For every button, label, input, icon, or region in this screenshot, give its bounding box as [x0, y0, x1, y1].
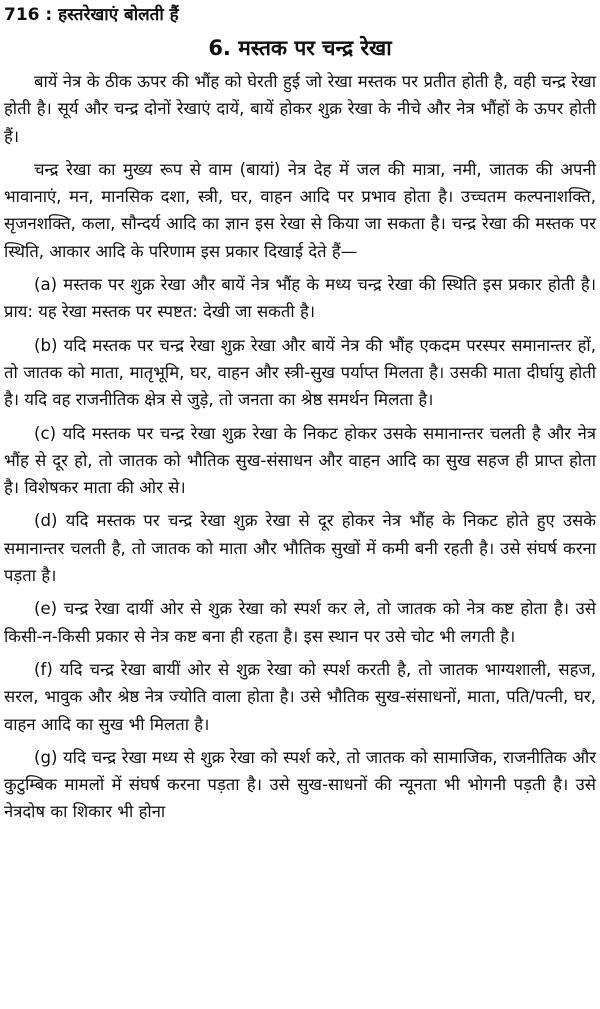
- paragraph-point-d: (d) यदि मस्तक पर चन्द्र रेखा शुक्र रेखा से दूर होकर नेत्र भौंह के निकट होते हुए उसके समानान्तर चलती है, तो जातक को माता और भौतिक सुखों में कमी बनी रहती है। उसे संघर्ष करना पड़ता है।: [4, 511, 596, 586]
- paragraph-point-b: (b) यदि मस्तक पर चन्द्र रेखा शुक्र रेखा और बायें नेत्र की भौंह एकदम परस्पर समानान्तर हों, तो जातक को माता, मातृभूमि, घर, वाहन और स्त्री-सुख पर्याप्त मिलता है। उसकी माता दीर्घायु होती है। यदि वह राजनीतिक क्षेत्र से जुड़े, तो जनता का श्रेष्ठ समर्थन मिलता है।: [4, 335, 596, 410]
- paragraph-point-a: (a) मस्तक पर शुक्र रेखा और बायें नेत्र भौंह के मध्य चन्द्र रेखा की स्थिति इस प्रकार होती है। प्राय: यह रेखा मस्तक पर स्पष्टत: देखी जा सकती है।: [4, 275, 596, 322]
- paragraph-point-g: (g) यदि चन्द्र रेखा मध्य से शुक्र रेखा को स्पर्श करे, तो जातक को सामाजिक, राजनीतिक और कुटुम्बिक मामलों में संघर्ष करना पड़ता है। उसे सुख-साधनों की न्यूनता भी भोगनी पड़ती है। उसे नेत्रदोष का शिकार भी होना: [4, 747, 596, 822]
- running-head: 716 : हस्तरेखाएं बोलती हैं: [4, 5, 179, 25]
- paragraph-point-f: (f) यदि चन्द्र रेखा बायीं ओर से शुक्र रेखा को स्पर्श करती है, तो जातक भाग्यशाली, सहज, सरल, भावुक और श्रेष्ठ नेत्र ज्योति वाला होता है। उसे भौतिक सुख-संसाधनों, माता, पति/पत्नी, घर, वाहन आदि का सुख भी मिलता है।: [4, 659, 596, 734]
- section-title: 6. मस्तक पर चन्द्र रेखा: [208, 36, 392, 60]
- paragraph-intro: बायें नेत्र के ठीक ऊपर की भौंह को घेरती हुई जो रेखा मस्तक पर प्रतीत होती है, वही चन्द्र रेखा होती है। सूर्य और चन्द्र दोनों रेखाएं दायें, बायें होकर शुक्र रेखा के नीचे और नेत्र भौंहों के ऊपर होती हैं।: [4, 72, 597, 146]
- paragraph-point-c: (c) यदि मस्तक पर चन्द्र रेखा शुक्र रेखा के निकट होकर उसके समानान्तर चलती है और नेत्र भौंह से दूर हो, तो जातक को भौतिक सुख-संसाधन और वाहन आदि का सुख सहज ही प्राप्त होता है। विशेषकर माता की ओर से।: [4, 423, 596, 498]
- paragraph-point-e: (e) चन्द्र रेखा दायीं ओर से शुक्र रेखा को स्पर्श कर ले, तो जातक को नेत्र कष्ट होता है। उसे किसी-न-किसी प्रकार से नेत्र कष्ट बना ही रहता है। इस स्थान पर उसे चोट भी लगती है।: [4, 599, 596, 646]
- paragraph-moon-line-effects: चन्द्र रेखा का मुख्य रूप से वाम (बायां) नेत्र देह में जल की मात्रा, नमी, जातक की अपनी भावानाएं, मन, मानसिक दशा, स्त्री, घर, वाहन आदि पर प्रभाव होता है। उच्चतम कल्पनाशक्ति, सृजनशक्ति, कला, सौन्दर्य आदि का ज्ञान इस रेखा से किया जा सकता है। चन्द्र रेखा की मस्तक पर स्थिति, आकार आदि के परिणाम इस प्रकार दिखाई देते हैं—: [4, 159, 596, 261]
